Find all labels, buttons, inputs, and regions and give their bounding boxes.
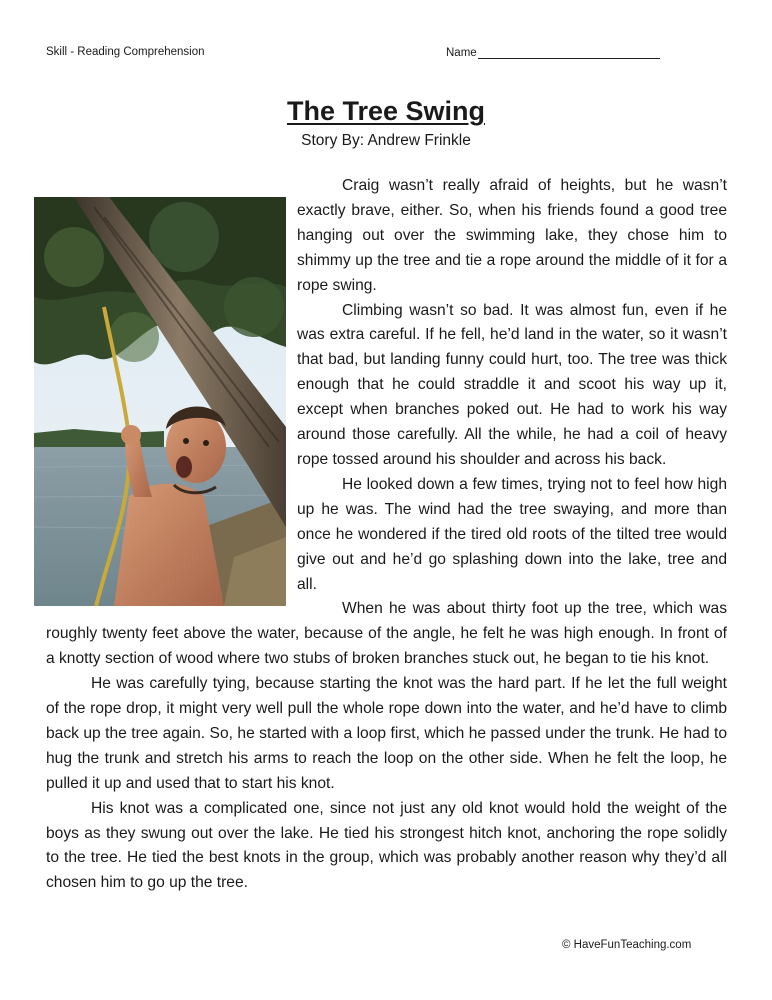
story-paragraph: He looked down a few times, trying not to feel how high up he was. The wind had the tree swaying, and more than once he wondered if the tired old roots of the tilted tree would give out and he’d go splashing down into the lake, tree and all. [297,475,727,593]
story-text [46,174,727,896]
page-title: The Tree Swing [286,96,486,126]
story-paragraph: Climbing wasn’t so bad. It was almost fun, even if he was extra careful. If he fell, he’d land in the water, so it wasn’t that bad, but landing funny could hurt, too. The tree was thick enough that he could straddle it and scoot his way up it, except when branches poked out. He had to work his way around those carefully. All the while, he had a coil of heavy rope tossed around his shoulder and across his back. [297,301,727,468]
story-paragraph: Craig wasn’t really afraid of heights, but he wasn’t exactly brave, either. So, when his friends found a good tree hanging out over the swimming lake, they chose him to shimmy up the tree and tie a rope around the middle of it for a rope swing. [297,177,727,294]
name-blank-line [478,46,660,59]
name-field [446,46,660,59]
story-paragraph: His knot was a complicated one, since not just any old knot would hold the weight of the boys as they swung out over the lake. He tied his strongest hitch knot, anchoring the rope solidly to the tree. He tied the best knots in the group, which was probably another reason why they’d all chosen him to go up the tree. [46,799,727,892]
name-label: Name [446,47,477,59]
story-byline: Story By: Andrew Frinkle [301,132,471,149]
story-paragraph: He was carefully tying, because starting the knot was the hard part. If he let the full weight of the rope drop, it might very well pull the whole rope down into the water, and he’d have to climb back up the tree again. So, he started with a loop first, which he passed under the trunk. He had to hug the trunk and stretch his arms to reach the loop on the other side. When he felt the loop, he pulled it up and used that to start his knot. [46,675,727,792]
skill-label: Skill - Reading Comprehension [46,46,205,58]
story-paragraph: When he was about thirty foot up the tree, which was roughly twenty feet above the water, because of the angle, he felt he was high enough. In front of a knotty section of wood where two stubs of broken branches stuck out, he began to tie his knot. [46,600,727,668]
photo-spacer [46,174,297,622]
copyright-footer: © HaveFunTeaching.com [562,939,692,951]
